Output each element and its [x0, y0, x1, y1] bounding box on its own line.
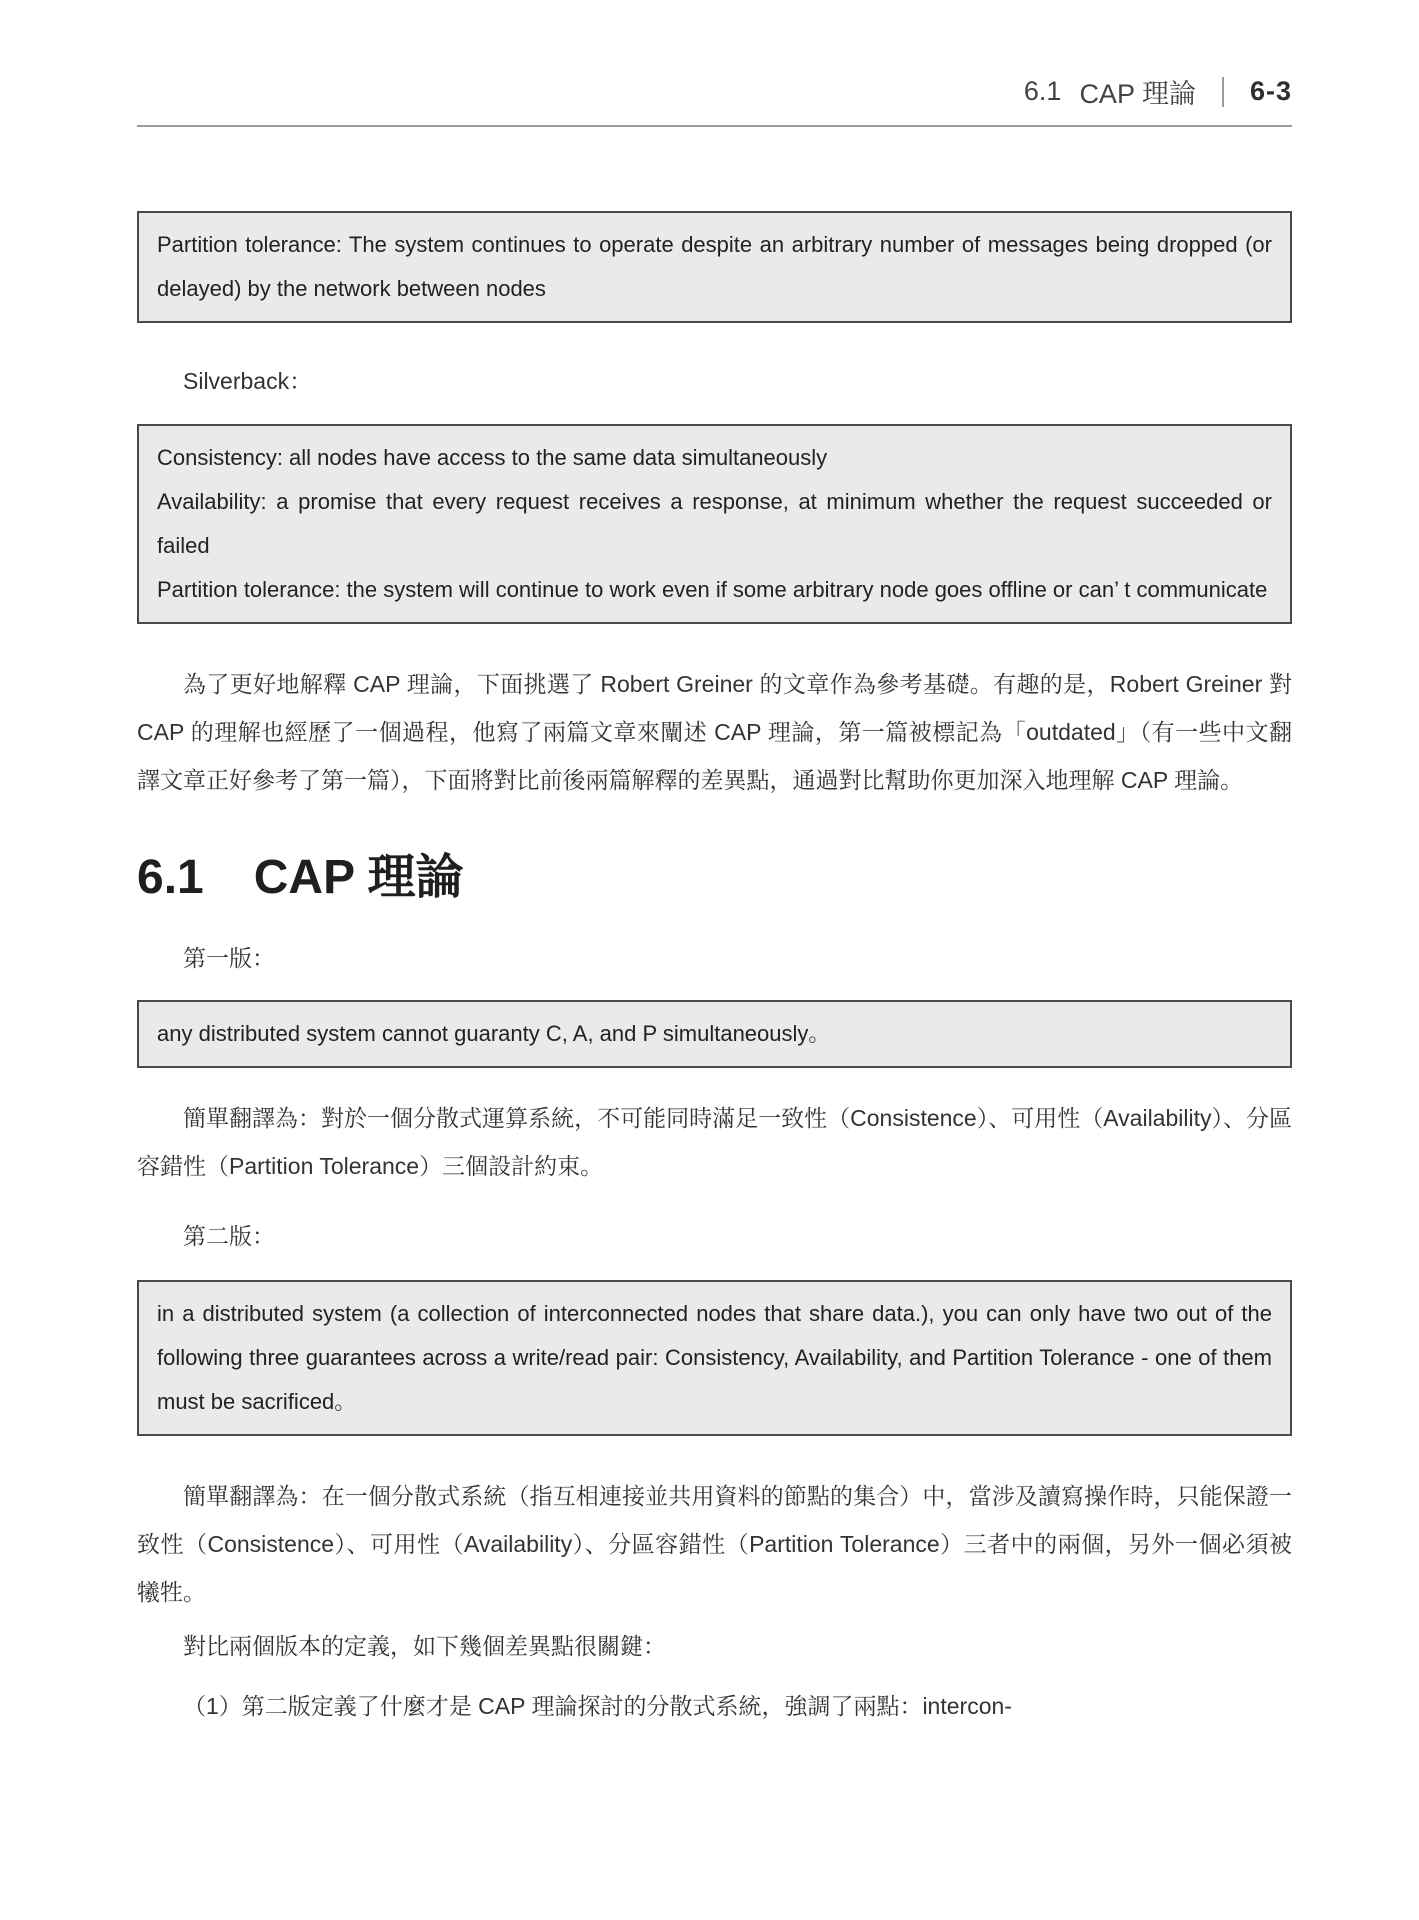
- paragraph-compare: 對比兩個版本的定義，如下幾個差異點很關鍵：: [183, 1633, 666, 1659]
- paragraph-point1: （1）第二版定義了什麼才是 CAP 理論探討的分散式系統，強調了兩點：intercon-: [183, 1693, 1012, 1719]
- section-heading-title: CAP 理論: [253, 851, 464, 904]
- header-divider: [1222, 77, 1224, 107]
- paragraph-intro: 為了更好地解釋 CAP 理論，下面挑選了 Robert Greiner 的文章作為參考基礎。有趣的是，Robert Greiner 對 CAP 的理解也經歷了一個過程，他寫了兩篇文章來闡述 CAP 理論，第一篇被標記為「outdated」（有一些中文翻譯文章正好參考了第一篇），下面將對比前後兩篇解釋的差異點，通過對比幫助你更加深入地理解 CAP 理論。: [137, 671, 1292, 793]
- quote-text-partition-tolerance: Partition tolerance: the system will continue to work even if some arbitrary node goes offline or can’ t communicate: [157, 577, 1268, 602]
- running-header: [137, 0, 1292, 127]
- header-section-number: 6.1: [1023, 76, 1062, 106]
- quote-text: any distributed system cannot guaranty C, A, and P simultaneously。: [157, 1021, 831, 1046]
- quote-text-consistency: Consistency: all nodes have access to the same data simultaneously: [157, 445, 828, 470]
- quote-box-silverback-definitions: [137, 424, 1292, 624]
- silverback-label: Silverback：: [183, 368, 313, 394]
- quote-text: Partition tolerance: The system continues to operate despite an arbitrary number of messages being dropped (or delayed) by the network between nodes: [157, 232, 1272, 301]
- section-heading: [137, 850, 1292, 906]
- paragraph-translation-v2: 簡單翻譯為：在一個分散式系統（指互相連接並共用資料的節點的集合）中，當涉及讀寫操作時，只能保證一致性（Consistence）、可用性（Availability）、分區容錯性（Partition Tolerance）三者中的兩個，另外一個必須被犧牲。: [137, 1483, 1292, 1605]
- quote-text: in a distributed system (a collection of interconnected nodes that share data.), you can only have two out of the following three guarantees across a write/read pair: Consistency, Availability, and Partition Tolerance - one of them must be sacrificed。: [157, 1301, 1272, 1414]
- quote-text-availability: Availability: a promise that every request receives a response, at minimum whether the request succeeded or failed: [157, 489, 1272, 558]
- section-heading-number: 6.1: [137, 851, 204, 904]
- quote-box-cap-v1: [137, 1000, 1292, 1068]
- version2-label: 第二版：: [183, 1223, 275, 1249]
- version1-label: 第一版：: [183, 945, 275, 971]
- paragraph-translation-v1: 簡單翻譯為：對於一個分散式運算系統，不可能同時滿足一致性（Consistence）、可用性（Availability）、分區容錯性（Partition Tolerance）三個設計約束。: [137, 1105, 1292, 1179]
- header-page-number: 6-3: [1249, 76, 1292, 106]
- header-section-title: CAP 理論: [1079, 79, 1196, 109]
- quote-box-cap-v2: [137, 1280, 1292, 1436]
- quote-box-partition-tolerance: [137, 211, 1292, 323]
